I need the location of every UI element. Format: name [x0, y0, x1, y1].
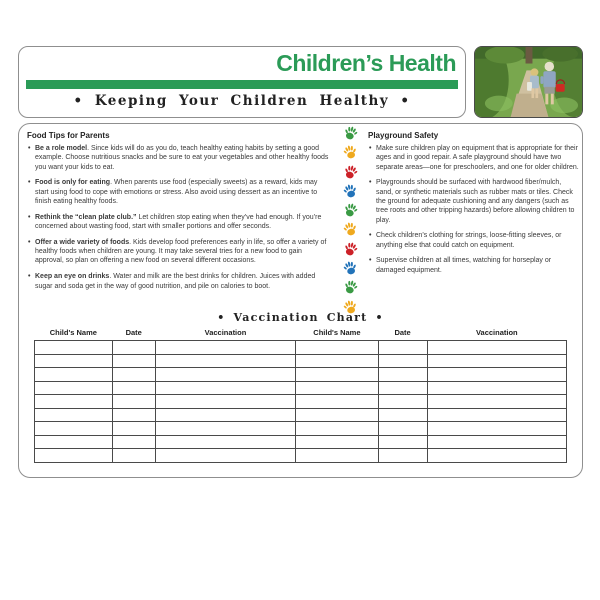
empty-table-cell: [112, 449, 155, 463]
food-tips-list: [27, 144, 332, 291]
handprints-column: [338, 126, 362, 319]
handprint-icon: [343, 261, 358, 276]
empty-table-cell: [35, 381, 113, 395]
table-row: [35, 408, 567, 422]
empty-table-cell: [35, 422, 113, 436]
empty-table-cell: [296, 449, 378, 463]
empty-table-cell: [35, 341, 113, 355]
handprint-icon: [343, 222, 358, 237]
playground-safety-item: • Supervise children at all times, watching for horseplay or damaged equipment.: [368, 256, 580, 275]
empty-table-cell: [427, 354, 566, 368]
empty-table-cell: [112, 408, 155, 422]
empty-table-cell: [427, 449, 566, 463]
empty-table-cell: [296, 395, 378, 409]
food-tip-item: • Offer a wide variety of foods. Kids develop food preferences early in life, so offer a variety of healthy foods when children are young. It may take several tries for a new food to gain approval, so plan on offering a new food on several different occasions.: [27, 238, 332, 266]
empty-table-cell: [35, 395, 113, 409]
food-tip-item: • Rethink the “clean plate club.” Let children stop eating when they’ve had enough. If you’re concerned about wasting food, start with smaller portions and offer seconds.: [27, 213, 332, 232]
empty-table-cell: [112, 422, 155, 436]
food-tip-item: • Be a role model. Since kids will do as you do, teach healthy eating habits by setting a good example. Choose nutritious snacks and be sure to eat your vegetables and other healthy foods you want your kids to eat.: [27, 144, 332, 172]
empty-table-cell: [378, 341, 427, 355]
table-column-header: Date: [394, 328, 411, 337]
empty-table-cell: [155, 341, 295, 355]
page-title: Children’s Health: [276, 50, 456, 76]
empty-table-cell: [35, 408, 113, 422]
empty-table-cell: [35, 354, 113, 368]
handprint-icon: [343, 184, 358, 199]
empty-table-cell: [296, 381, 378, 395]
handprint-icon: [343, 242, 358, 257]
empty-table-cell: [155, 354, 295, 368]
empty-table-cell: [112, 354, 155, 368]
empty-table-cell: [155, 368, 295, 382]
table-column-header: Vaccination: [475, 328, 518, 337]
empty-table-cell: [378, 381, 427, 395]
empty-table-cell: [112, 341, 155, 355]
handprint-icon: [343, 165, 358, 180]
empty-table-cell: [155, 395, 295, 409]
empty-table-cell: [378, 408, 427, 422]
handprint-icon: [343, 203, 358, 218]
handprint-icon: [343, 126, 358, 141]
main-content-box: [18, 123, 583, 478]
empty-table-cell: [427, 381, 566, 395]
empty-table-cell: [296, 354, 378, 368]
vaccination-chart-title: • Vaccination Chart •: [217, 311, 384, 324]
empty-table-cell: [427, 368, 566, 382]
empty-table-cell: [296, 435, 378, 449]
empty-table-cell: [427, 422, 566, 436]
empty-table-cell: [112, 435, 155, 449]
table-column-header: Vaccination: [204, 328, 247, 337]
empty-table-cell: [112, 381, 155, 395]
handprint-icon: [343, 145, 358, 160]
playground-safety-item: • Playgrounds should be surfaced with hardwood fiber/mulch, sand, or synthetic materials such as rubber mats or tiles. Check the ground for adequate cushioning and any dangers (such as tree roots and other tripping hazards) before allowing children to play.: [368, 178, 580, 224]
empty-table-cell: [296, 341, 378, 355]
empty-table-cell: [296, 422, 378, 436]
food-tip-item: • Keep an eye on drinks. Water and milk are the best drinks for children. Juices with added sugar and soda get in the way of good nutrition, and pile on calories to boot.: [27, 272, 332, 291]
playground-safety-list: [368, 144, 580, 275]
tagline: • Keeping Your Children Healthy •: [73, 93, 411, 109]
table-row: [35, 435, 567, 449]
empty-table-cell: [155, 435, 295, 449]
children-walking-photo: [474, 46, 583, 118]
table-row: [35, 381, 567, 395]
empty-table-cell: [112, 395, 155, 409]
food-tips-section: [27, 131, 332, 297]
empty-table-cell: [155, 381, 295, 395]
empty-table-cell: [378, 368, 427, 382]
empty-table-cell: [155, 449, 295, 463]
empty-table-cell: [427, 408, 566, 422]
table-row: [35, 395, 567, 409]
photo-illustration: [475, 47, 582, 117]
table-row: [35, 449, 567, 463]
empty-table-cell: [378, 449, 427, 463]
empty-table-cell: [155, 422, 295, 436]
food-tips-heading: Food Tips for Parents: [27, 131, 110, 140]
vaccination-chart: [34, 328, 567, 463]
vaccination-table: [34, 328, 567, 463]
header-box: [18, 46, 466, 118]
empty-table-cell: [296, 368, 378, 382]
empty-table-cell: [296, 408, 378, 422]
playground-safety-item: • Check children’s clothing for strings, loose-fitting sleeves, or anything else that could catch on equipment.: [368, 231, 580, 250]
empty-table-cell: [378, 395, 427, 409]
empty-table-cell: [427, 435, 566, 449]
table-row: [35, 422, 567, 436]
table-column-header: Child's Name: [313, 328, 361, 337]
empty-table-cell: [427, 341, 566, 355]
table-row: [35, 368, 567, 382]
empty-table-cell: [112, 368, 155, 382]
playground-safety-item: • Make sure children play on equipment that is appropriate for their ages and in good repair. A safe playground should have two separate areas—one for preschoolers, and one for older children.: [368, 144, 580, 172]
empty-table-cell: [378, 422, 427, 436]
empty-table-cell: [35, 435, 113, 449]
playground-safety-heading: Playground Safety: [368, 131, 439, 140]
empty-table-cell: [378, 354, 427, 368]
handprint-icon: [343, 280, 358, 295]
empty-table-cell: [378, 435, 427, 449]
table-row: [35, 341, 567, 355]
food-tip-item: • Food is only for eating. When parents use food (especially sweets) as a reward, kids may start using food to cope with emotions or stress. Also avoid using dessert as an incentive to finish eating healthy foods.: [27, 178, 332, 206]
table-row: [35, 354, 567, 368]
playground-safety-section: [368, 131, 580, 282]
empty-table-cell: [35, 449, 113, 463]
accent-bar: [26, 80, 458, 89]
table-column-header: Child's Name: [49, 328, 97, 337]
empty-table-cell: [155, 408, 295, 422]
table-column-header: Date: [125, 328, 142, 337]
empty-table-cell: [35, 368, 113, 382]
table-header-row: [35, 328, 567, 341]
empty-table-cell: [427, 395, 566, 409]
